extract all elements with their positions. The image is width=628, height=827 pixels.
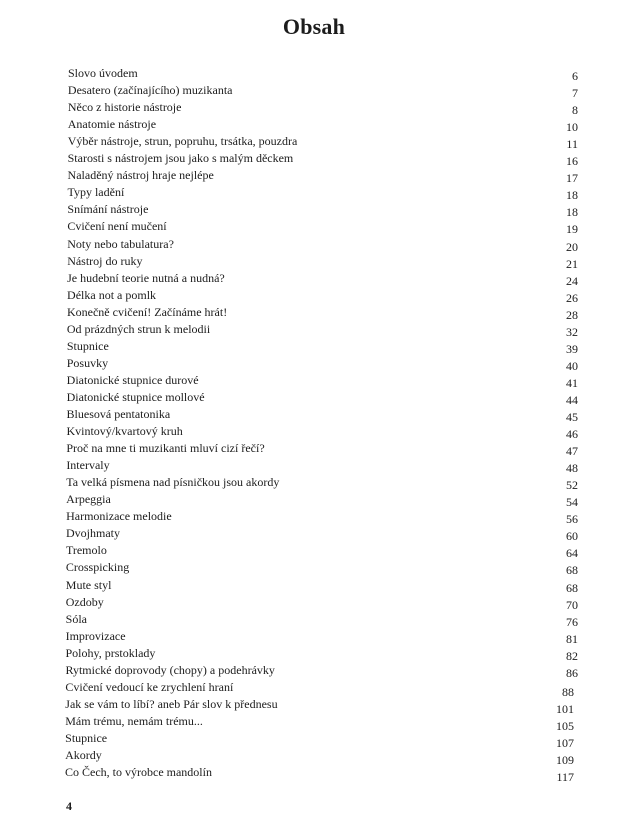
- toc-entry-page: 6: [572, 69, 578, 83]
- toc-entry-page: 56: [565, 512, 578, 527]
- toc-entry-title: Cvičení vedoucí ke zrychlení hraní: [65, 679, 234, 694]
- toc-entry-title: Dvojhmaty: [66, 526, 121, 541]
- toc-entry-title: Arpeggia: [66, 492, 111, 507]
- toc-entry-title: Naladěný nástroj hraje nejlépe: [67, 168, 214, 183]
- toc-entry-page: 41: [565, 375, 578, 390]
- toc-entry-page: 19: [565, 222, 578, 237]
- toc-entry: [65, 663, 585, 681]
- toc-entry-page: 39: [565, 341, 578, 356]
- toc-entry: [68, 151, 588, 169]
- toc-entry-page: 24: [565, 273, 578, 288]
- toc-entry: [66, 492, 586, 510]
- toc-entry-title: Je hudební teorie nutná a nudná?: [67, 270, 225, 285]
- toc-entry-page: 88: [561, 684, 574, 699]
- toc-entry-title: Ta velká písmena nad písničkou jsou akordy: [66, 475, 280, 490]
- toc-entry: [67, 356, 587, 374]
- toc-entry-title: Mute styl: [65, 577, 112, 592]
- toc-entry-title: Noty nebo tabulatura?: [67, 236, 174, 251]
- toc-entry-page: 81: [565, 631, 578, 646]
- toc-entry-title: Posuvky: [66, 355, 109, 370]
- toc-entry: [66, 629, 586, 647]
- toc-entry-title: Starosti s nástrojem jsou jako s malým děckem: [67, 151, 294, 166]
- toc-entry-title: Diatonické stupnice mollové: [66, 389, 205, 404]
- toc-entry-page: 109: [555, 753, 574, 767]
- toc-entry: [65, 765, 585, 783]
- toc-entry: [66, 595, 586, 613]
- toc-entry: [67, 373, 587, 391]
- toc-entry: [68, 134, 588, 152]
- toc-entry: [66, 612, 586, 630]
- toc-entry-page: 107: [555, 735, 574, 750]
- toc-entry: [66, 560, 586, 578]
- toc-entry: [68, 117, 588, 135]
- toc-entry-title: Desatero (začínajícího) muzikanta: [67, 83, 233, 98]
- toc-entry: [66, 458, 586, 476]
- toc-entry: [67, 254, 587, 272]
- toc-entry-title: Cvičení není mučení: [67, 219, 167, 234]
- toc-entry-page: 60: [565, 529, 578, 544]
- toc-entry-page: 7: [571, 86, 578, 101]
- toc-entry: [67, 322, 587, 340]
- toc-entry-page: 52: [565, 478, 578, 493]
- toc-entry-page: 21: [565, 256, 578, 271]
- toc-entry: [66, 475, 586, 493]
- toc-entry-title: Stupnice: [65, 730, 108, 745]
- page-number: 4: [66, 799, 72, 813]
- toc-entry-page: 26: [565, 290, 578, 305]
- toc-entry-title: Tremolo: [65, 543, 107, 558]
- page-title: Obsah: [282, 14, 346, 39]
- toc-entry-title: Něco z historie nástroje: [67, 100, 182, 115]
- toc-entry-title: Harmonizace melodie: [66, 509, 172, 524]
- toc-entry-page: 44: [565, 392, 578, 407]
- toc-entry: [65, 697, 585, 715]
- toc-entry-title: Typy ladění: [67, 185, 125, 200]
- toc-entry-page: 117: [556, 770, 574, 785]
- toc-entry-title: Kvintový/kvartový kruh: [66, 424, 183, 439]
- toc-entry: [66, 646, 586, 664]
- toc-entry-title: Co Čech, to výrobce mandolín: [65, 765, 212, 780]
- toc-entry-title: Konečně cvičení! Začínáme hrát!: [66, 304, 228, 319]
- toc-entry-title: Proč na mne ti muzikanti mluví cizí řečí?: [66, 441, 265, 456]
- toc-entry: [67, 390, 587, 408]
- toc-entry-title: Diatonické stupnice durové: [66, 372, 199, 387]
- toc-entry-title: Sóla: [65, 611, 87, 626]
- toc-entry-title: Od prázdných strun k melodii: [66, 321, 211, 336]
- toc-entry: [65, 748, 585, 766]
- toc-entry-title: Nástroj do ruky: [67, 253, 143, 268]
- toc-entry-page: 32: [565, 324, 578, 339]
- toc-entry-page: 47: [565, 444, 578, 459]
- toc-entry: [68, 100, 588, 118]
- toc-entry-title: Snímání nástroje: [67, 202, 149, 217]
- toc-entry: [67, 271, 587, 289]
- toc-entry-page: 70: [565, 597, 578, 612]
- toc-entry-title: Slovo úvodem: [68, 66, 138, 80]
- toc-entry-page: 86: [565, 665, 578, 680]
- toc-entry-title: Bluesová pentatonika: [66, 407, 171, 421]
- toc-entry: [67, 407, 587, 425]
- toc-entry-title: Improvizace: [65, 628, 126, 643]
- toc-entry-page: 46: [565, 427, 578, 442]
- toc-entry: [68, 83, 588, 101]
- toc-entry-title: Výběr nástroje, strun, popruhu, trsátka, pouzdra: [67, 134, 298, 149]
- toc-entry-page: 54: [565, 495, 578, 510]
- toc-entry: [67, 339, 587, 357]
- toc-entry-title: Intervaly: [66, 458, 110, 473]
- toc-entry: [67, 202, 587, 220]
- toc-entry: [66, 526, 586, 544]
- toc-entry-title: Mám trému, nemám trému...: [65, 713, 203, 728]
- toc-entry-page: 28: [565, 307, 578, 322]
- toc-entry-title: Crosspicking: [65, 560, 130, 575]
- toc-entry: [65, 731, 585, 749]
- toc-entry-page: 18: [565, 188, 578, 203]
- toc-entry: [66, 441, 586, 459]
- toc-entry-page: 101: [555, 701, 574, 716]
- toc-entry-title: Jak se vám to líbí? aneb Pár slov k přednesu: [65, 696, 278, 711]
- toc-entry-page: 68: [565, 580, 578, 595]
- toc-entry-title: Anatomie nástroje: [67, 117, 157, 132]
- toc-entry-page: 40: [565, 358, 578, 373]
- toc-entry-page: 105: [555, 718, 574, 733]
- toc-entry-page: 64: [565, 546, 578, 561]
- toc-entry: [66, 578, 586, 596]
- toc-entry-title: Rytmické doprovody (chopy) a podehrávky: [65, 662, 275, 677]
- toc-entry-page: 48: [565, 461, 578, 476]
- toc-entry-page: 82: [565, 648, 578, 663]
- toc-entry: [67, 219, 587, 237]
- toc-entry: [66, 509, 586, 527]
- toc-entry: [66, 543, 586, 561]
- toc-entry: [67, 305, 587, 323]
- toc-entry-page: 45: [565, 410, 578, 424]
- toc-entry: [68, 168, 588, 186]
- toc-entry-page: 16: [565, 154, 578, 169]
- toc-entry: [67, 185, 587, 203]
- toc-entry-page: 76: [565, 614, 578, 629]
- toc-entry-page: 10: [565, 120, 578, 135]
- toc-entry-page: 20: [565, 239, 578, 254]
- toc-entry-page: 11: [566, 137, 578, 152]
- toc-entry: [67, 237, 587, 255]
- toc-entry-title: Délka not a pomlk: [67, 287, 157, 302]
- toc-entry-title: Stupnice: [66, 338, 109, 353]
- toc-entry-page: 8: [571, 103, 578, 118]
- toc-entry: [65, 714, 585, 732]
- toc-entry-title: Polohy, prstoklady: [65, 645, 156, 660]
- toc-entry-page: 17: [565, 171, 578, 186]
- toc-entry: [66, 424, 586, 442]
- toc-entry-title: Akordy: [65, 748, 102, 762]
- toc-entry-page: 18: [565, 205, 578, 220]
- toc-entry-title: Ozdoby: [65, 594, 104, 609]
- toc-entry: [67, 288, 587, 306]
- toc-entry: [68, 66, 588, 84]
- toc-entry-page: 68: [565, 563, 578, 578]
- toc-entry: [65, 680, 585, 698]
